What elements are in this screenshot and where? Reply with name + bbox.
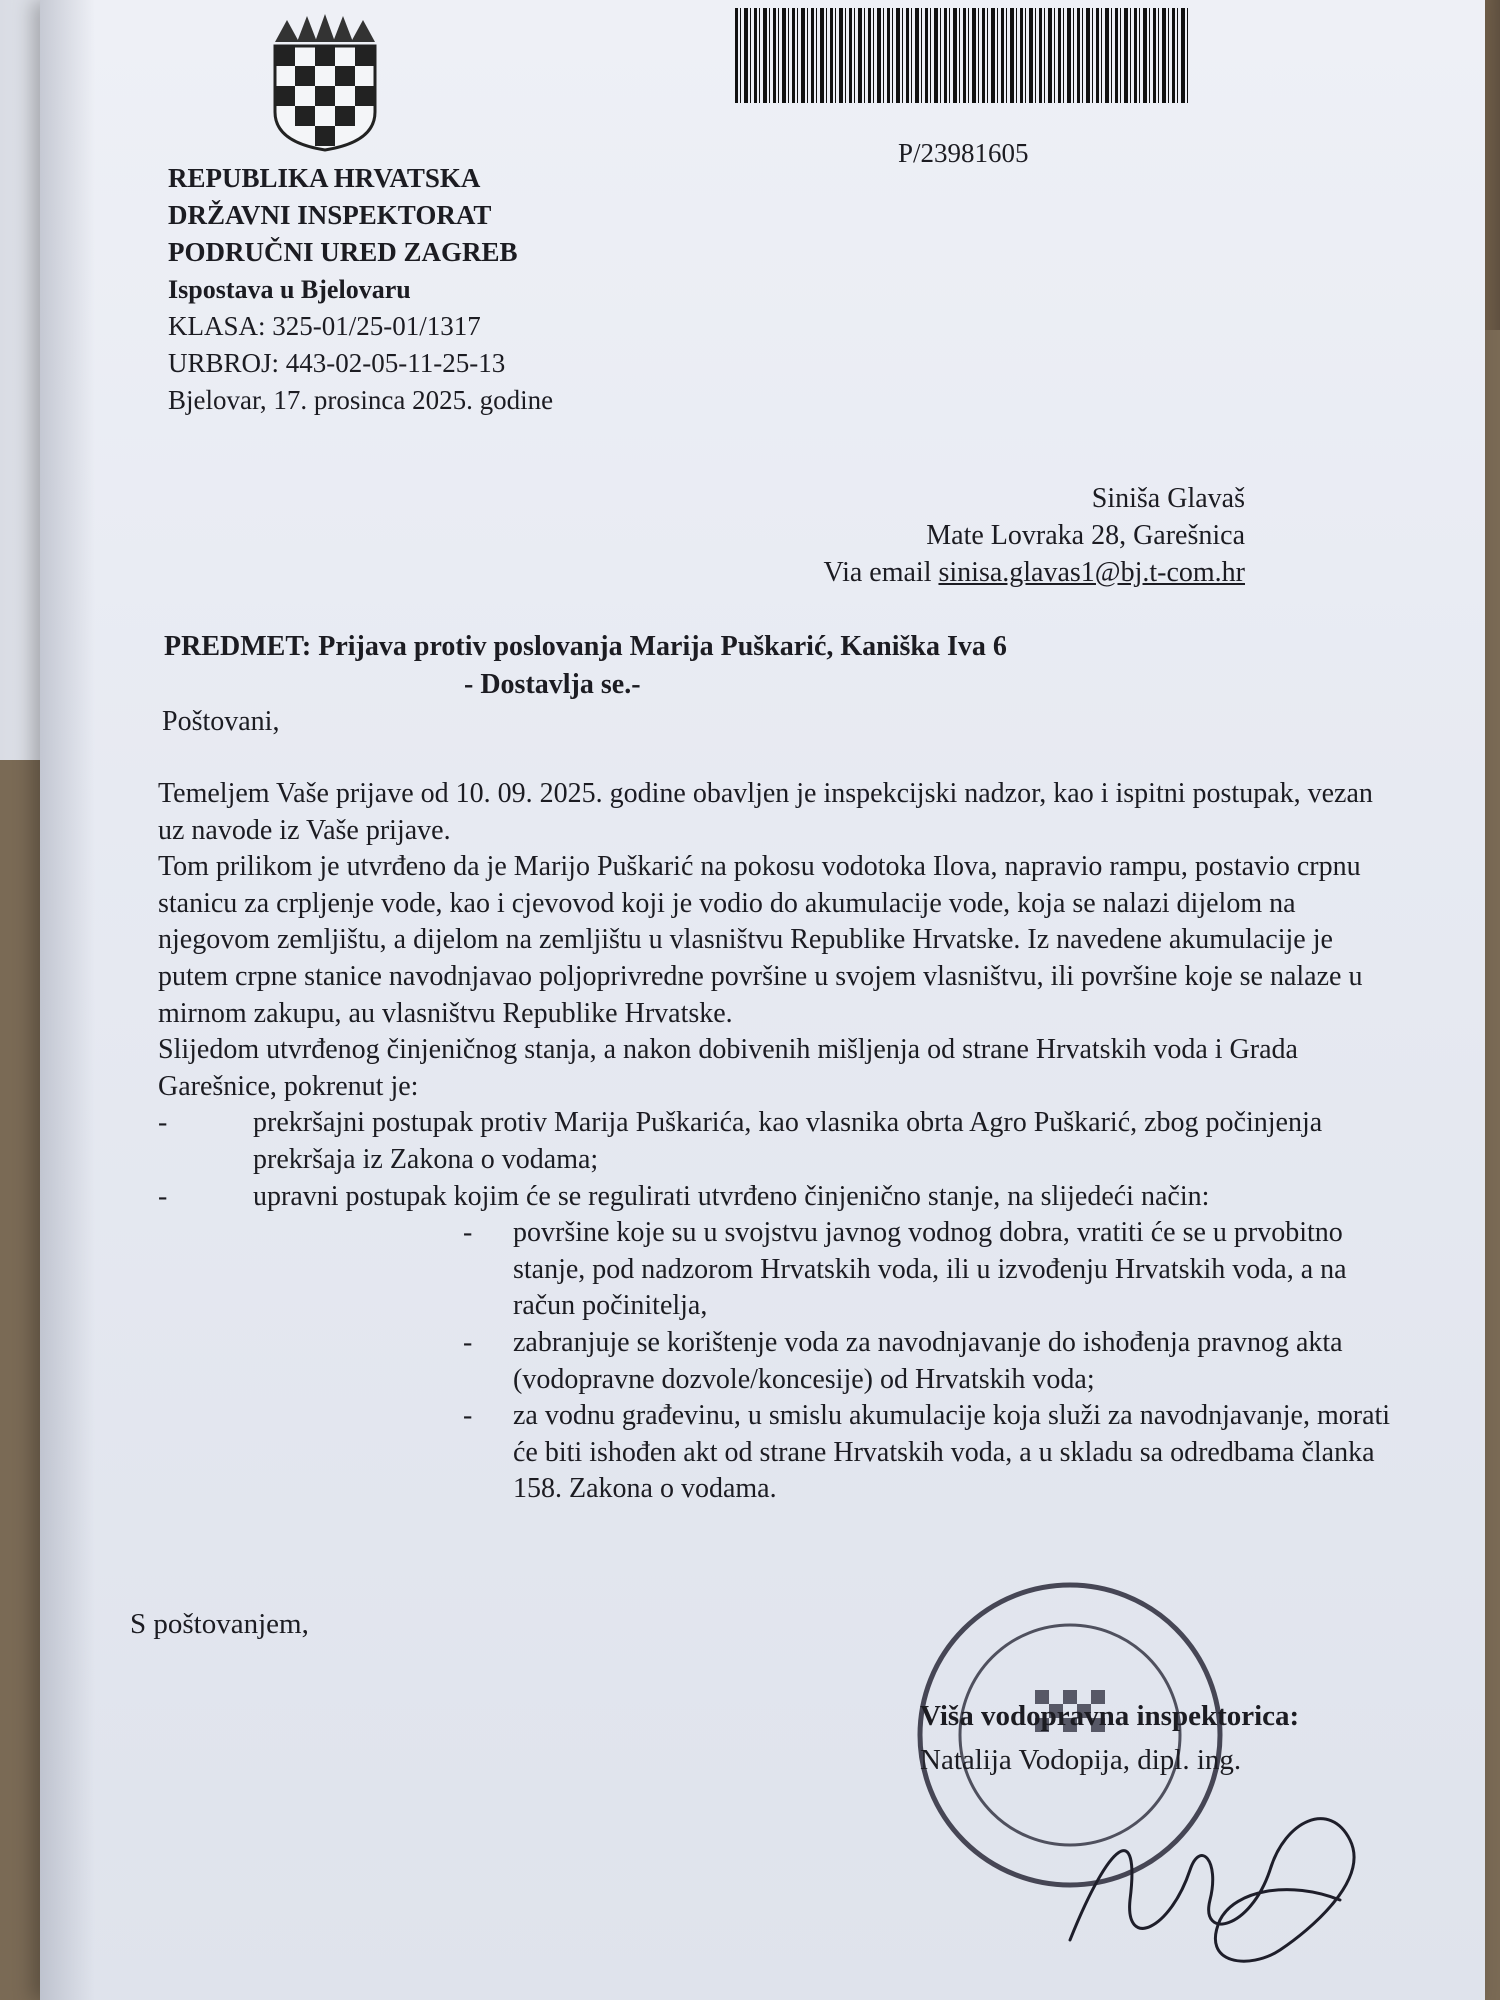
body-paragraph-3: Slijedom utvrđenog činjeničnog stanja, a nakon dobivenih mišljenja od strane Hrvatskih voda i Grada Garešnice, pokrenut je: [158,1034,1298,1102]
subject-line [164,628,1007,666]
dash-marker: - [463,1217,473,1249]
handwritten-signature [1050,1780,1380,1980]
list-item-text: prekršajni postupak protiv Marija Puškarića, kao vlasnika obrta Agro Puškarić, zbog počinjenja prekršaja iz Zakona o vodama; [253,1107,1323,1175]
document-page [40,0,1485,2000]
sub-list [463,1215,1403,1508]
delivered-note: - Dostavlja se.- [464,669,641,700]
list-item-text: upravni postupak kojim će se regulirati utvrđeno činjenično stanje, na slijedeći način: [253,1180,1210,1212]
greeting: Poštovani, [162,706,280,737]
list-item [158,1179,1403,1216]
closing: S poštovanjem, [130,1608,309,1640]
recipient-email-line [824,554,1245,591]
dash-marker: - [463,1400,473,1432]
sub-list-item [463,1325,1403,1398]
issuer-branch: Ispostava u Bjelovaru [168,275,411,304]
list-item [158,1105,1403,1178]
signer-name: Natalija Vodopija, dipl. ing. [920,1744,1242,1776]
issuer-line-2: DRŽAVNI INSPEKTORAT [168,200,492,230]
signer-block [920,1694,1299,1782]
issuer-block [168,160,553,419]
sub-list-item-text: za vodnu građevinu, u smislu akumulacije koja služi za navodnjavanje, morati će biti ishođen akt od strane Hrvatskih voda, a u skladu sa odredbama članka 158. Zakona o vodama. [513,1400,1391,1505]
sub-list-item-text: zabranjuje se korištenje voda za navodnjavanje do ishođenja pravnog akta (vodopravne dozvole/koncesije) od Hrvatskih voda; [513,1326,1343,1395]
recipient-address: Mate Lovraka 28, Garešnica [926,520,1245,551]
recipient-block [824,480,1245,591]
subject-label: PREDMET: [164,631,312,662]
klasa: KLASA: 325-01/25-01/1317 [168,311,481,341]
barcode [735,8,1190,103]
recipient-email: sinisa.glavas1@bj.t-com.hr [938,557,1245,588]
issuer-line-3: PODRUČNI URED ZAGREB [168,237,518,267]
recipient-name: Siniša Glavaš [1091,483,1245,514]
dash-marker: - [158,1180,168,1212]
body-paragraph-1: Temeljem Vaše prijave od 10. 09. 2025. godine obavljen je inspekcijski nadzor, kao i ispitni postupak, vezan uz navode iz Vaše prijave. [158,778,1373,846]
subject-block [164,628,1007,704]
subject-text: Prijava protiv poslovanja Marija Puškarić, Kaniška Iva 6 [318,631,1007,662]
reference-number: P/23981605 [898,138,1029,168]
dash-marker: - [463,1326,473,1358]
urbroj: URBROJ: 443-02-05-11-25-13 [168,348,506,378]
via-email-label: Via email [823,557,932,588]
croatian-coat-of-arms-icon [265,12,385,152]
body-paragraph-2: Tom prilikom je utvrđeno da je Marijo Puškarić na pokosu vodotoka Ilova, napravio rampu, postavio crpnu stanicu za crpljenje vode, kao i cjevovod koji je vodio do akumulacije vode, koja se nalazi dijelom na njegovom zemljištu, a dijelom na zemljištu u vlasništvu Republike Hrvatske. Iz navedene akumulacije je putem crpne stanice navodnjavao poljoprivredne površine u svojem vlasništvu, ili površine koje se nalaze u mirnom zakupu, au vlasništvu Republike Hrvatske. [158,851,1363,1029]
dash-marker: - [158,1107,168,1139]
sub-list-item [463,1215,1403,1325]
signer-title: Viša vodopravna inspektorica: [920,1700,1300,1732]
sub-list-item-text: površine koje su u svojstvu javnog vodnog dobra, vratiti će se u prvobitno stanje, pod nadzorom Hrvatskih voda, ili u izvođenju Hrvatskih voda, a na račun počinitelja, [513,1217,1347,1322]
issuer-line-1: REPUBLIKA HRVATSKA [168,163,481,193]
sub-list-item [463,1398,1403,1508]
place-date: Bjelovar, 17. prosinca 2025. godine [168,385,554,415]
letter-body [158,776,1403,1508]
